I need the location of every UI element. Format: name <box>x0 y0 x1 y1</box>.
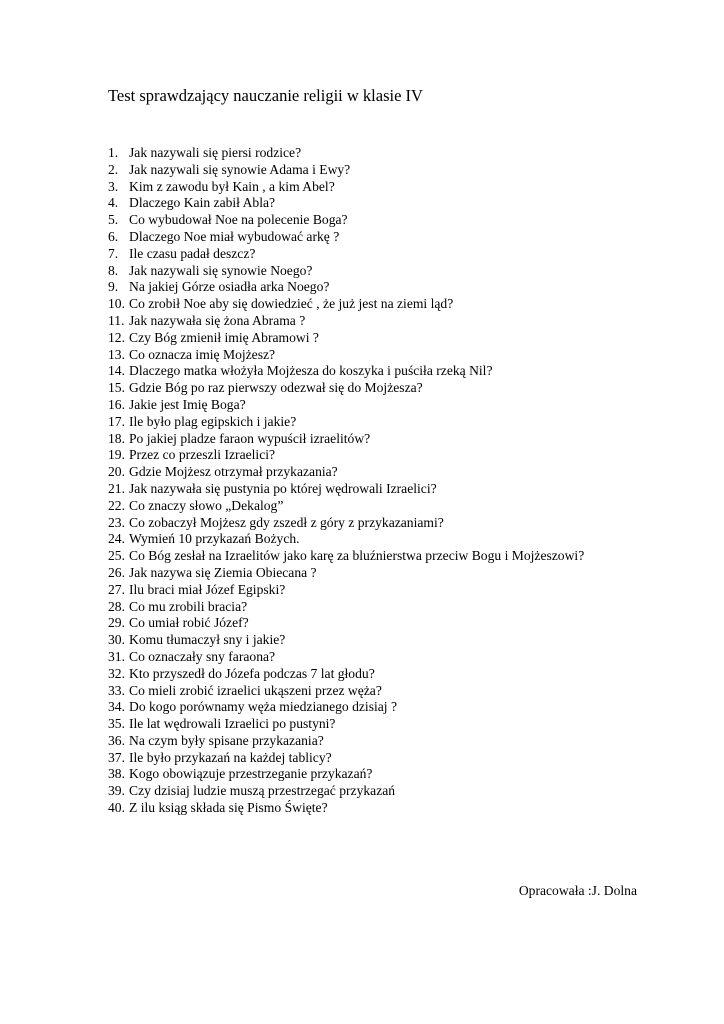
question-number: 16. <box>108 396 125 412</box>
question-item <box>108 498 584 515</box>
question-text: Jak nazywali się synowie Noego? <box>129 262 313 278</box>
question-text: Czy dzisiaj ludzie muszą przestrzegać przykazań <box>129 783 396 799</box>
question-item <box>108 296 584 313</box>
question-text: Ile lat wędrowali Izraelici po pustyni? <box>129 716 336 732</box>
question-item <box>108 649 584 666</box>
question-text: Kogo obowiązuje przestrzeganie przykazań? <box>129 766 373 782</box>
question-text: Kto przyszedł do Józefa podczas 7 lat głodu? <box>129 665 375 681</box>
question-text: Co oznacza imię Mojżesz? <box>129 346 276 362</box>
question-text: Co mu zrobili bracia? <box>129 598 248 614</box>
question-item <box>108 800 584 817</box>
question-text: Jak nazywała się żona Abrama ? <box>129 312 306 328</box>
question-item <box>108 565 584 582</box>
question-item <box>108 632 584 649</box>
question-text: Dlaczego Kain zabił Abla? <box>129 195 276 211</box>
question-text: Na jakiej Górze osiadła arka Noego? <box>129 279 330 295</box>
question-item <box>108 195 584 212</box>
question-item <box>108 414 584 431</box>
question-text: Dlaczego Noe miał wybudować arkę ? <box>129 228 340 244</box>
question-number: 25. <box>108 548 125 564</box>
question-item <box>108 531 584 548</box>
question-number: 8. <box>108 262 119 278</box>
question-text: Po jakiej pladze faraon wypuścił izraelitów? <box>129 430 371 446</box>
question-number: 38. <box>108 766 125 782</box>
question-number: 30. <box>108 632 125 648</box>
question-text: Dlaczego matka włożyła Mojżesza do koszyka i puściła rzeką Nil? <box>129 363 493 379</box>
question-text: Do kogo porównamy węża miedzianego dzisiaj ? <box>129 699 398 715</box>
question-item <box>108 347 584 364</box>
question-number: 7. <box>108 245 119 261</box>
question-list <box>108 145 584 817</box>
question-item <box>108 279 584 296</box>
question-text: Co oznaczały sny faraona? <box>129 648 276 664</box>
question-item <box>108 363 584 380</box>
question-number: 1. <box>108 145 119 160</box>
question-item <box>108 330 584 347</box>
question-number: 28. <box>108 598 125 614</box>
question-number: 34. <box>108 699 125 715</box>
question-number: 15. <box>108 380 125 396</box>
question-item <box>108 179 584 196</box>
question-item <box>108 313 584 330</box>
question-item <box>108 683 584 700</box>
question-number: 20. <box>108 464 125 480</box>
document-title: Test sprawdzający nauczanie religii w klasie IV <box>108 86 423 105</box>
question-number: 4. <box>108 195 119 211</box>
question-number: 6. <box>108 228 119 244</box>
question-text: Na czym były spisane przykazania? <box>129 732 324 748</box>
question-number: 5. <box>108 212 119 228</box>
question-item <box>108 515 584 532</box>
question-text: Co zrobił Noe aby się dowiedzieć , że już jest na ziemi ląd? <box>129 296 454 312</box>
question-item <box>108 229 584 246</box>
question-number: 9. <box>108 279 119 295</box>
question-number: 26. <box>108 564 125 580</box>
question-number: 33. <box>108 682 125 698</box>
question-number: 10. <box>108 296 125 312</box>
question-number: 40. <box>108 800 125 816</box>
question-number: 31. <box>108 648 125 664</box>
question-item <box>108 263 584 280</box>
question-text: Co Bóg zesłał na Izraelitów jako karę za bluźnierstwa przeciw Bogu i Mojżeszowi? <box>129 548 585 564</box>
question-text: Co zobaczył Mojżesz gdy zszedł z góry z przykazaniami? <box>129 514 444 530</box>
question-number: 24. <box>108 531 125 547</box>
question-item <box>108 481 584 498</box>
question-text: Z ilu ksiąg składa się Pismo Święte? <box>129 800 328 816</box>
question-number: 2. <box>108 161 119 177</box>
question-item <box>108 716 584 733</box>
question-text: Wymień 10 przykazań Bożych. <box>129 531 300 547</box>
question-number: 23. <box>108 514 125 530</box>
question-number: 3. <box>108 178 119 194</box>
question-item <box>108 582 584 599</box>
question-item <box>108 464 584 481</box>
question-item <box>108 145 584 162</box>
question-text: Jak nazywali się piersi rodzice? <box>129 145 302 160</box>
question-number: 37. <box>108 749 125 765</box>
question-item <box>108 431 584 448</box>
question-item <box>108 599 584 616</box>
question-text: Co znaczy słowo „Dekalog” <box>129 497 284 513</box>
question-item <box>108 397 584 414</box>
question-text: Jak nazywa się Ziemia Obiecana ? <box>129 564 317 580</box>
question-item <box>108 733 584 750</box>
question-number: 19. <box>108 447 125 463</box>
question-number: 27. <box>108 581 125 597</box>
question-text: Ilu braci miał Józef Egipski? <box>129 581 286 597</box>
question-number: 35. <box>108 716 125 732</box>
question-text: Gdzie Bóg po raz pierwszy odezwał się do Mojżesza? <box>129 380 423 396</box>
question-item <box>108 699 584 716</box>
question-item <box>108 750 584 767</box>
question-text: Co wybudował Noe na polecenie Boga? <box>129 212 348 228</box>
question-text: Jak nazywali się synowie Adama i Ewy? <box>129 161 351 177</box>
question-item <box>108 548 584 565</box>
question-number: 29. <box>108 615 125 631</box>
question-text: Co umiał robić Józef? <box>129 615 249 631</box>
question-text: Ile było przykazań na każdej tablicy? <box>129 749 332 765</box>
question-text: Gdzie Mojżesz otrzymał przykazania? <box>129 464 338 480</box>
question-number: 39. <box>108 783 125 799</box>
question-text: Ile było plag egipskich i jakie? <box>129 413 297 429</box>
question-text: Komu tłumaczył sny i jakie? <box>129 632 286 648</box>
question-number: 32. <box>108 665 125 681</box>
question-item <box>108 380 584 397</box>
question-number: 21. <box>108 480 125 496</box>
question-number: 12. <box>108 329 125 345</box>
question-text: Czy Bóg zmienił imię Abramowi ? <box>129 329 319 345</box>
question-text: Jakie jest Imię Boga? <box>129 396 246 412</box>
question-item <box>108 447 584 464</box>
question-number: 36. <box>108 732 125 748</box>
question-item <box>108 162 584 179</box>
question-text: Przez co przeszli Izraelici? <box>129 447 276 463</box>
question-number: 13. <box>108 346 125 362</box>
question-item <box>108 783 584 800</box>
question-number: 22. <box>108 497 125 513</box>
question-text: Jak nazywała się pustynia po której wędrowali Izraelici? <box>129 480 437 496</box>
question-text: Kim z zawodu był Kain , a kim Abel? <box>129 178 335 194</box>
question-number: 18. <box>108 430 125 446</box>
question-item <box>108 615 584 632</box>
question-item <box>108 666 584 683</box>
author-signature: Opracowała :J. Dolna <box>518 883 637 898</box>
question-item <box>108 212 584 229</box>
question-number: 14. <box>108 363 125 379</box>
question-item <box>108 766 584 783</box>
question-text: Ile czasu padał deszcz? <box>129 245 256 261</box>
question-number: 11. <box>108 312 125 328</box>
question-item <box>108 246 584 263</box>
question-text: Co mieli zrobić izraelici ukąszeni przez węża? <box>129 682 382 698</box>
question-number: 17. <box>108 413 125 429</box>
